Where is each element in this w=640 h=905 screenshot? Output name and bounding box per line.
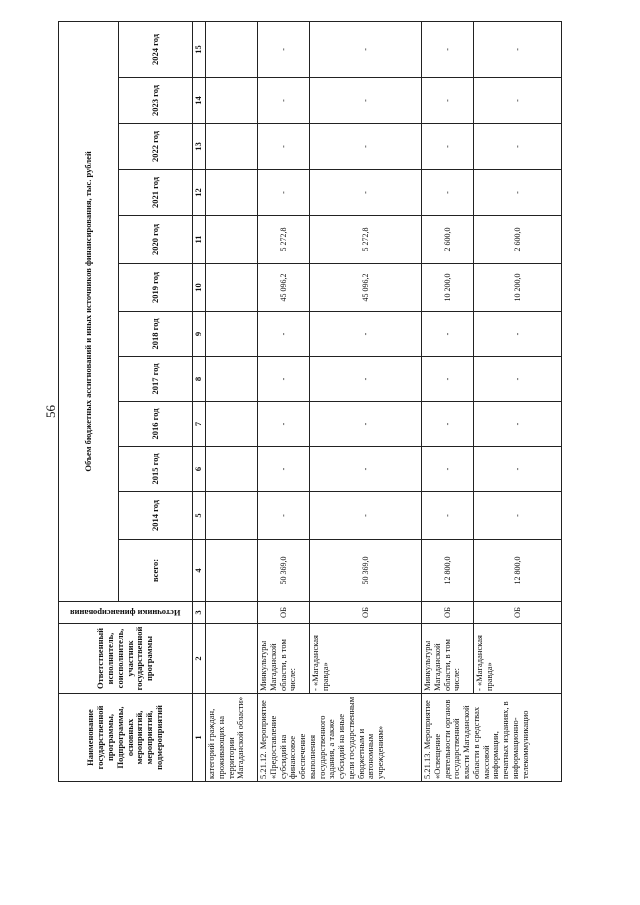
- cell-year: [206, 447, 258, 492]
- header-financing-group: Объем бюджетных ассигнований и иных источников финансирования, тыс. рублей: [59, 21, 119, 601]
- index-cell: 8: [193, 357, 206, 402]
- cell-year: -: [258, 312, 310, 357]
- cell-year: 10 200,0: [422, 264, 474, 312]
- cell-year: -: [422, 78, 474, 124]
- header-year: 2018 год: [119, 312, 193, 357]
- cell-year: -: [258, 447, 310, 492]
- cell-year: -: [310, 78, 422, 124]
- cell-year: -: [474, 124, 562, 170]
- table-row: [310, 21, 422, 781]
- cell-year: [206, 357, 258, 402]
- index-cell: 2: [193, 624, 206, 694]
- index-cell: 7: [193, 402, 206, 447]
- header-year: 2014 год: [119, 492, 193, 540]
- cell-year: -: [258, 78, 310, 124]
- cell-year: 45 096,2: [310, 264, 422, 312]
- table-row: [206, 21, 258, 781]
- header-year: 2022 год: [119, 124, 193, 170]
- cell-year: [206, 21, 258, 77]
- cell-year: -: [422, 124, 474, 170]
- table-row: [474, 21, 562, 781]
- cell-year: 45 096,2: [258, 264, 310, 312]
- cell-year: -: [310, 492, 422, 540]
- cell-year: -: [474, 170, 562, 216]
- index-cell: 15: [193, 21, 206, 77]
- cell-year: -: [258, 21, 310, 77]
- cell-year: 5 272,8: [310, 216, 422, 264]
- cell-year: -: [258, 402, 310, 447]
- index-cell: 13: [193, 124, 206, 170]
- cell-executor: - «Магаданская правда»: [474, 624, 562, 694]
- cell-year: -: [474, 492, 562, 540]
- cell-year: -: [422, 447, 474, 492]
- cell-name: 5.21.13. Мероприятие «Освещение деятельности органов государственной власти Магаданской области в средствах массовой информации, печатных изданиях, в информационно-телекоммуникацио: [422, 694, 562, 782]
- cell-year: [206, 216, 258, 264]
- header-year: 2020 год: [119, 216, 193, 264]
- financing-table: [58, 21, 562, 782]
- cell-total: 12 800,0: [422, 540, 474, 602]
- cell-year: [206, 170, 258, 216]
- cell-year: -: [310, 357, 422, 402]
- cell-total: 50 369,0: [258, 540, 310, 602]
- cell-year: -: [258, 357, 310, 402]
- cell-source: ОБ: [310, 602, 422, 624]
- cell-total: 50 369,0: [310, 540, 422, 602]
- cell-executor: Минкультуры Магаданской области, в том числе:: [258, 624, 310, 694]
- table-row: [422, 21, 474, 781]
- cell-year: [206, 78, 258, 124]
- cell-year: -: [474, 447, 562, 492]
- cell-name: категорий граждан, проживающих на территории Магаданской области»: [206, 694, 258, 782]
- cell-source: ОБ: [474, 602, 562, 624]
- cell-year: -: [310, 447, 422, 492]
- cell-year: -: [422, 357, 474, 402]
- index-cell: 9: [193, 312, 206, 357]
- cell-year: -: [310, 124, 422, 170]
- rotated-table-container: [58, 22, 561, 782]
- header-year: 2021 год: [119, 170, 193, 216]
- cell-executor: Минкультуры Магаданской области, в том числе:: [422, 624, 474, 694]
- header-year: 2019 год: [119, 264, 193, 312]
- cell-year: [206, 124, 258, 170]
- header-name: Наименование государственной программы, Подпрограммы, основных мероприятий, мероприятий, подмероприятий: [59, 694, 193, 782]
- cell-year: -: [258, 170, 310, 216]
- index-cell: 3: [193, 602, 206, 624]
- index-cell: 6: [193, 447, 206, 492]
- cell-year: 5 272,8: [258, 216, 310, 264]
- index-cell: 1: [193, 694, 206, 782]
- cell-executor: - «Магаданская правда»: [310, 624, 422, 694]
- cell-year: -: [422, 170, 474, 216]
- cell-year: [206, 264, 258, 312]
- index-cell: 4: [193, 540, 206, 602]
- index-cell: 14: [193, 78, 206, 124]
- header-year: 2015 год: [119, 447, 193, 492]
- table-row: [258, 21, 310, 781]
- cell-year: -: [474, 78, 562, 124]
- cell-year: -: [310, 21, 422, 77]
- cell-year: -: [422, 402, 474, 447]
- header-executor: Ответственный исполнитель, соисполнитель, участник государственной программы: [59, 624, 193, 694]
- cell-year: 10 200,0: [474, 264, 562, 312]
- index-cell: 12: [193, 170, 206, 216]
- cell-executor: [206, 624, 258, 694]
- header-total: всего:: [119, 540, 193, 602]
- cell-year: -: [422, 492, 474, 540]
- cell-year: 2 600,0: [474, 216, 562, 264]
- cell-year: -: [422, 21, 474, 77]
- header-year: 2016 год: [119, 402, 193, 447]
- cell-year: -: [258, 124, 310, 170]
- cell-source: ОБ: [258, 602, 310, 624]
- cell-year: -: [310, 312, 422, 357]
- cell-year: 2 600,0: [422, 216, 474, 264]
- cell-year: -: [474, 402, 562, 447]
- index-cell: 11: [193, 216, 206, 264]
- cell-year: [206, 492, 258, 540]
- cell-year: -: [310, 170, 422, 216]
- header-year: 2024 год: [119, 21, 193, 77]
- cell-name: 5.21.12. Мероприятие «Предоставление субсидий на финансовое обеспечение выполнения государственного задания, а также субсидий на иные цели государственным бюджетным и автономным учреждениям»: [258, 694, 422, 782]
- cell-year: -: [474, 312, 562, 357]
- cell-year: [206, 312, 258, 357]
- cell-year: -: [422, 312, 474, 357]
- cell-year: -: [474, 21, 562, 77]
- cell-total: [206, 540, 258, 602]
- cell-source: [206, 602, 258, 624]
- cell-source: ОБ: [422, 602, 474, 624]
- cell-year: -: [310, 402, 422, 447]
- page-number: 56: [43, 405, 58, 418]
- cell-year: -: [258, 492, 310, 540]
- cell-year: -: [474, 357, 562, 402]
- header-source: Источники финансирования: [59, 602, 193, 624]
- header-year: 2017 год: [119, 357, 193, 402]
- index-cell: 5: [193, 492, 206, 540]
- cell-total: 12 800,0: [474, 540, 562, 602]
- header-year: 2023 год: [119, 78, 193, 124]
- cell-year: [206, 402, 258, 447]
- index-cell: 10: [193, 264, 206, 312]
